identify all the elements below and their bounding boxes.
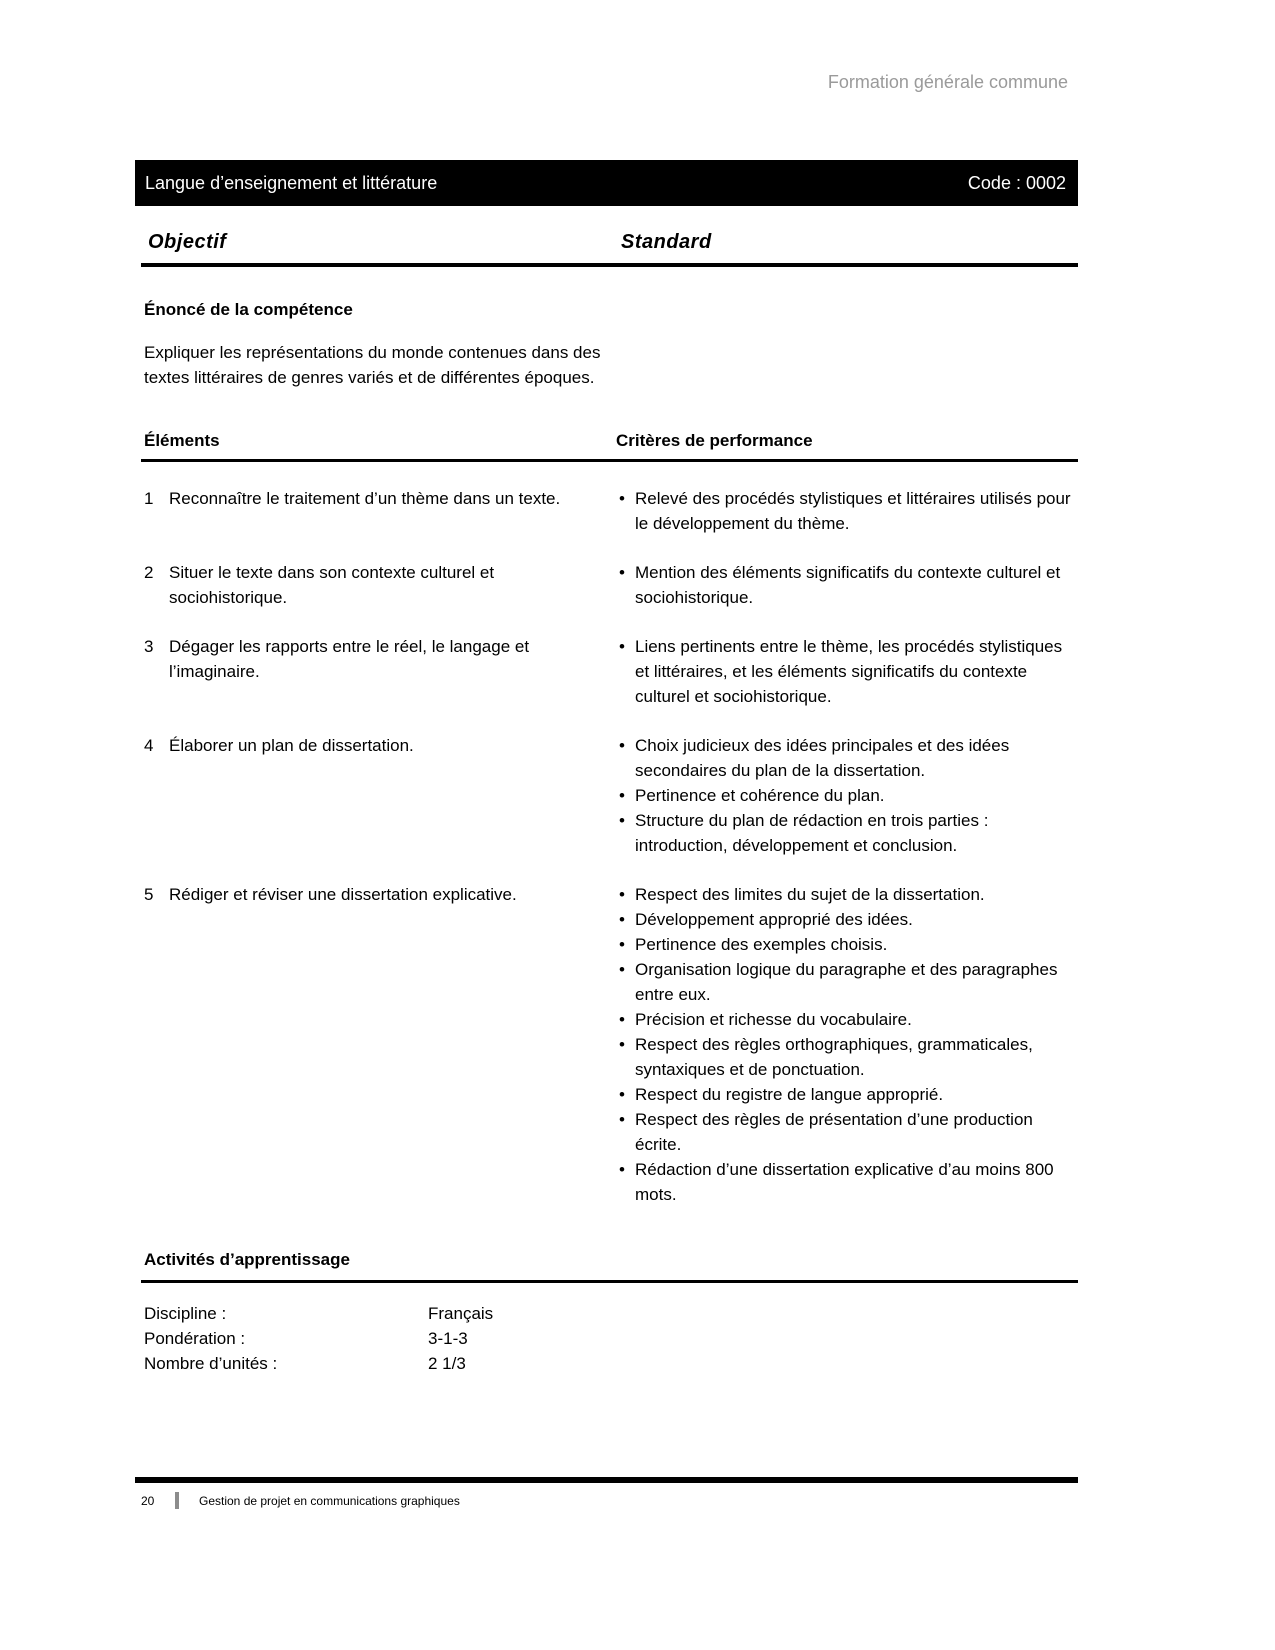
objectif-header: Objectif bbox=[148, 231, 227, 253]
activities-fields bbox=[141, 1301, 1078, 1376]
element-item bbox=[141, 634, 616, 709]
element-text: Dégager les rapports entre le réel, le langage et l’imaginaire. bbox=[169, 637, 530, 681]
course-title-bar bbox=[135, 160, 1078, 206]
footer-doc-title: Gestion de projet en communications graphiques bbox=[199, 1493, 460, 1508]
criterion-item: • Développement approprié des idées. bbox=[616, 907, 1078, 932]
course-code: Code : 0002 bbox=[967, 172, 1066, 193]
criterion-item: • Relevé des procédés stylistiques et littéraires utilisés pour le développement du thème. bbox=[616, 486, 1078, 536]
criterion-item: • Rédaction d’une dissertation explicative d’au moins 800 mots. bbox=[616, 1157, 1078, 1207]
criterion-item: • Précision et richesse du vocabulaire. bbox=[616, 1007, 1078, 1032]
element-text: Situer le texte dans son contexte culturel et sociohistorique. bbox=[169, 563, 495, 607]
element-number: 4 bbox=[144, 736, 154, 755]
element-row bbox=[141, 560, 1078, 610]
element-number: 1 bbox=[144, 489, 154, 508]
course-title: Langue d’enseignement et littérature bbox=[145, 172, 438, 193]
element-item bbox=[141, 733, 616, 858]
elements-rows bbox=[141, 486, 1078, 1207]
element-row bbox=[141, 733, 1078, 858]
section-headers bbox=[141, 428, 1078, 462]
footer bbox=[141, 1492, 1078, 1509]
field-value: Français bbox=[428, 1304, 494, 1323]
criteria-list bbox=[616, 634, 1078, 709]
criteria-list bbox=[616, 486, 1078, 536]
criteria-block bbox=[616, 486, 1078, 536]
element-row bbox=[141, 486, 1078, 536]
criterion-item: • Respect des limites du sujet de la dissertation. bbox=[616, 882, 1078, 907]
criterion-item: • Respect des règles orthographiques, grammaticales, syntaxiques et de ponctuation. bbox=[616, 1032, 1078, 1082]
page-content bbox=[141, 230, 1078, 1376]
criterion-item: • Respect du registre de langue approprié. bbox=[616, 1082, 1078, 1107]
watermark-text: Formation générale commune bbox=[827, 72, 1068, 92]
criterion-item: • Liens pertinents entre le thème, les procédés stylistiques et littéraires, et les éléments significatifs du contexte culturel et sociohistorique. bbox=[616, 634, 1078, 709]
element-item bbox=[141, 560, 616, 610]
competence-body: Expliquer les représentations du monde contenues dans des textes littéraires de genres variés et de différentes époques. bbox=[144, 343, 601, 387]
standard-header: Standard bbox=[621, 231, 712, 253]
criteria-block bbox=[616, 882, 1078, 1207]
footer-rule bbox=[135, 1477, 1078, 1483]
criterion-item: • Pertinence et cohérence du plan. bbox=[616, 783, 1078, 808]
field-label: Pondération : bbox=[144, 1329, 246, 1348]
criterion-item: • Respect des règles de présentation d’une production écrite. bbox=[616, 1107, 1078, 1157]
element-row bbox=[141, 634, 1078, 709]
element-text: Élaborer un plan de dissertation. bbox=[169, 736, 414, 755]
criteria-block bbox=[616, 733, 1078, 858]
field-row-discipline bbox=[144, 1301, 1078, 1326]
criterion-item: • Mention des éléments significatifs du contexte culturel et sociohistorique. bbox=[616, 560, 1078, 610]
criteria-block bbox=[616, 560, 1078, 610]
element-item bbox=[141, 486, 616, 536]
criterion-item: • Pertinence des exemples choisis. bbox=[616, 932, 1078, 957]
element-number: 5 bbox=[144, 885, 154, 904]
criterion-item: • Organisation logique du paragraphe et des paragraphes entre eux. bbox=[616, 957, 1078, 1007]
criterion-item: • Choix judicieux des idées principales et des idées secondaires du plan de la dissertation. bbox=[616, 733, 1078, 783]
element-text: Reconnaître le traitement d’un thème dans un texte. bbox=[169, 489, 561, 508]
element-text: Rédiger et réviser une dissertation explicative. bbox=[169, 885, 517, 904]
element-number: 2 bbox=[144, 563, 154, 582]
element-item bbox=[141, 882, 616, 1207]
criteria-list bbox=[616, 733, 1078, 858]
field-label: Discipline : bbox=[144, 1304, 227, 1323]
element-number: 3 bbox=[144, 637, 154, 656]
element-row bbox=[141, 882, 1078, 1207]
footer-separator bbox=[175, 1492, 179, 1509]
activities-heading: Activités d’apprentissage bbox=[141, 1247, 1078, 1283]
field-label: Nombre d’unités : bbox=[144, 1354, 278, 1373]
criteres-header: Critères de performance bbox=[616, 431, 813, 450]
column-headers bbox=[141, 230, 1078, 267]
elements-header: Éléments bbox=[144, 431, 220, 450]
field-value: 2 1/3 bbox=[428, 1354, 466, 1373]
criterion-item: • Structure du plan de rédaction en trois parties : introduction, développement et conclusion. bbox=[616, 808, 1078, 858]
field-row-ponderation bbox=[144, 1326, 1078, 1351]
criteria-block bbox=[616, 634, 1078, 709]
competence-heading: Énoncé de la compétence bbox=[144, 300, 353, 319]
field-value: 3-1-3 bbox=[428, 1329, 468, 1348]
activities-section bbox=[141, 1247, 1078, 1376]
field-row-unites bbox=[144, 1351, 1078, 1376]
criteria-list bbox=[616, 882, 1078, 1207]
criteria-list bbox=[616, 560, 1078, 610]
page-number: 20 bbox=[141, 1493, 155, 1508]
